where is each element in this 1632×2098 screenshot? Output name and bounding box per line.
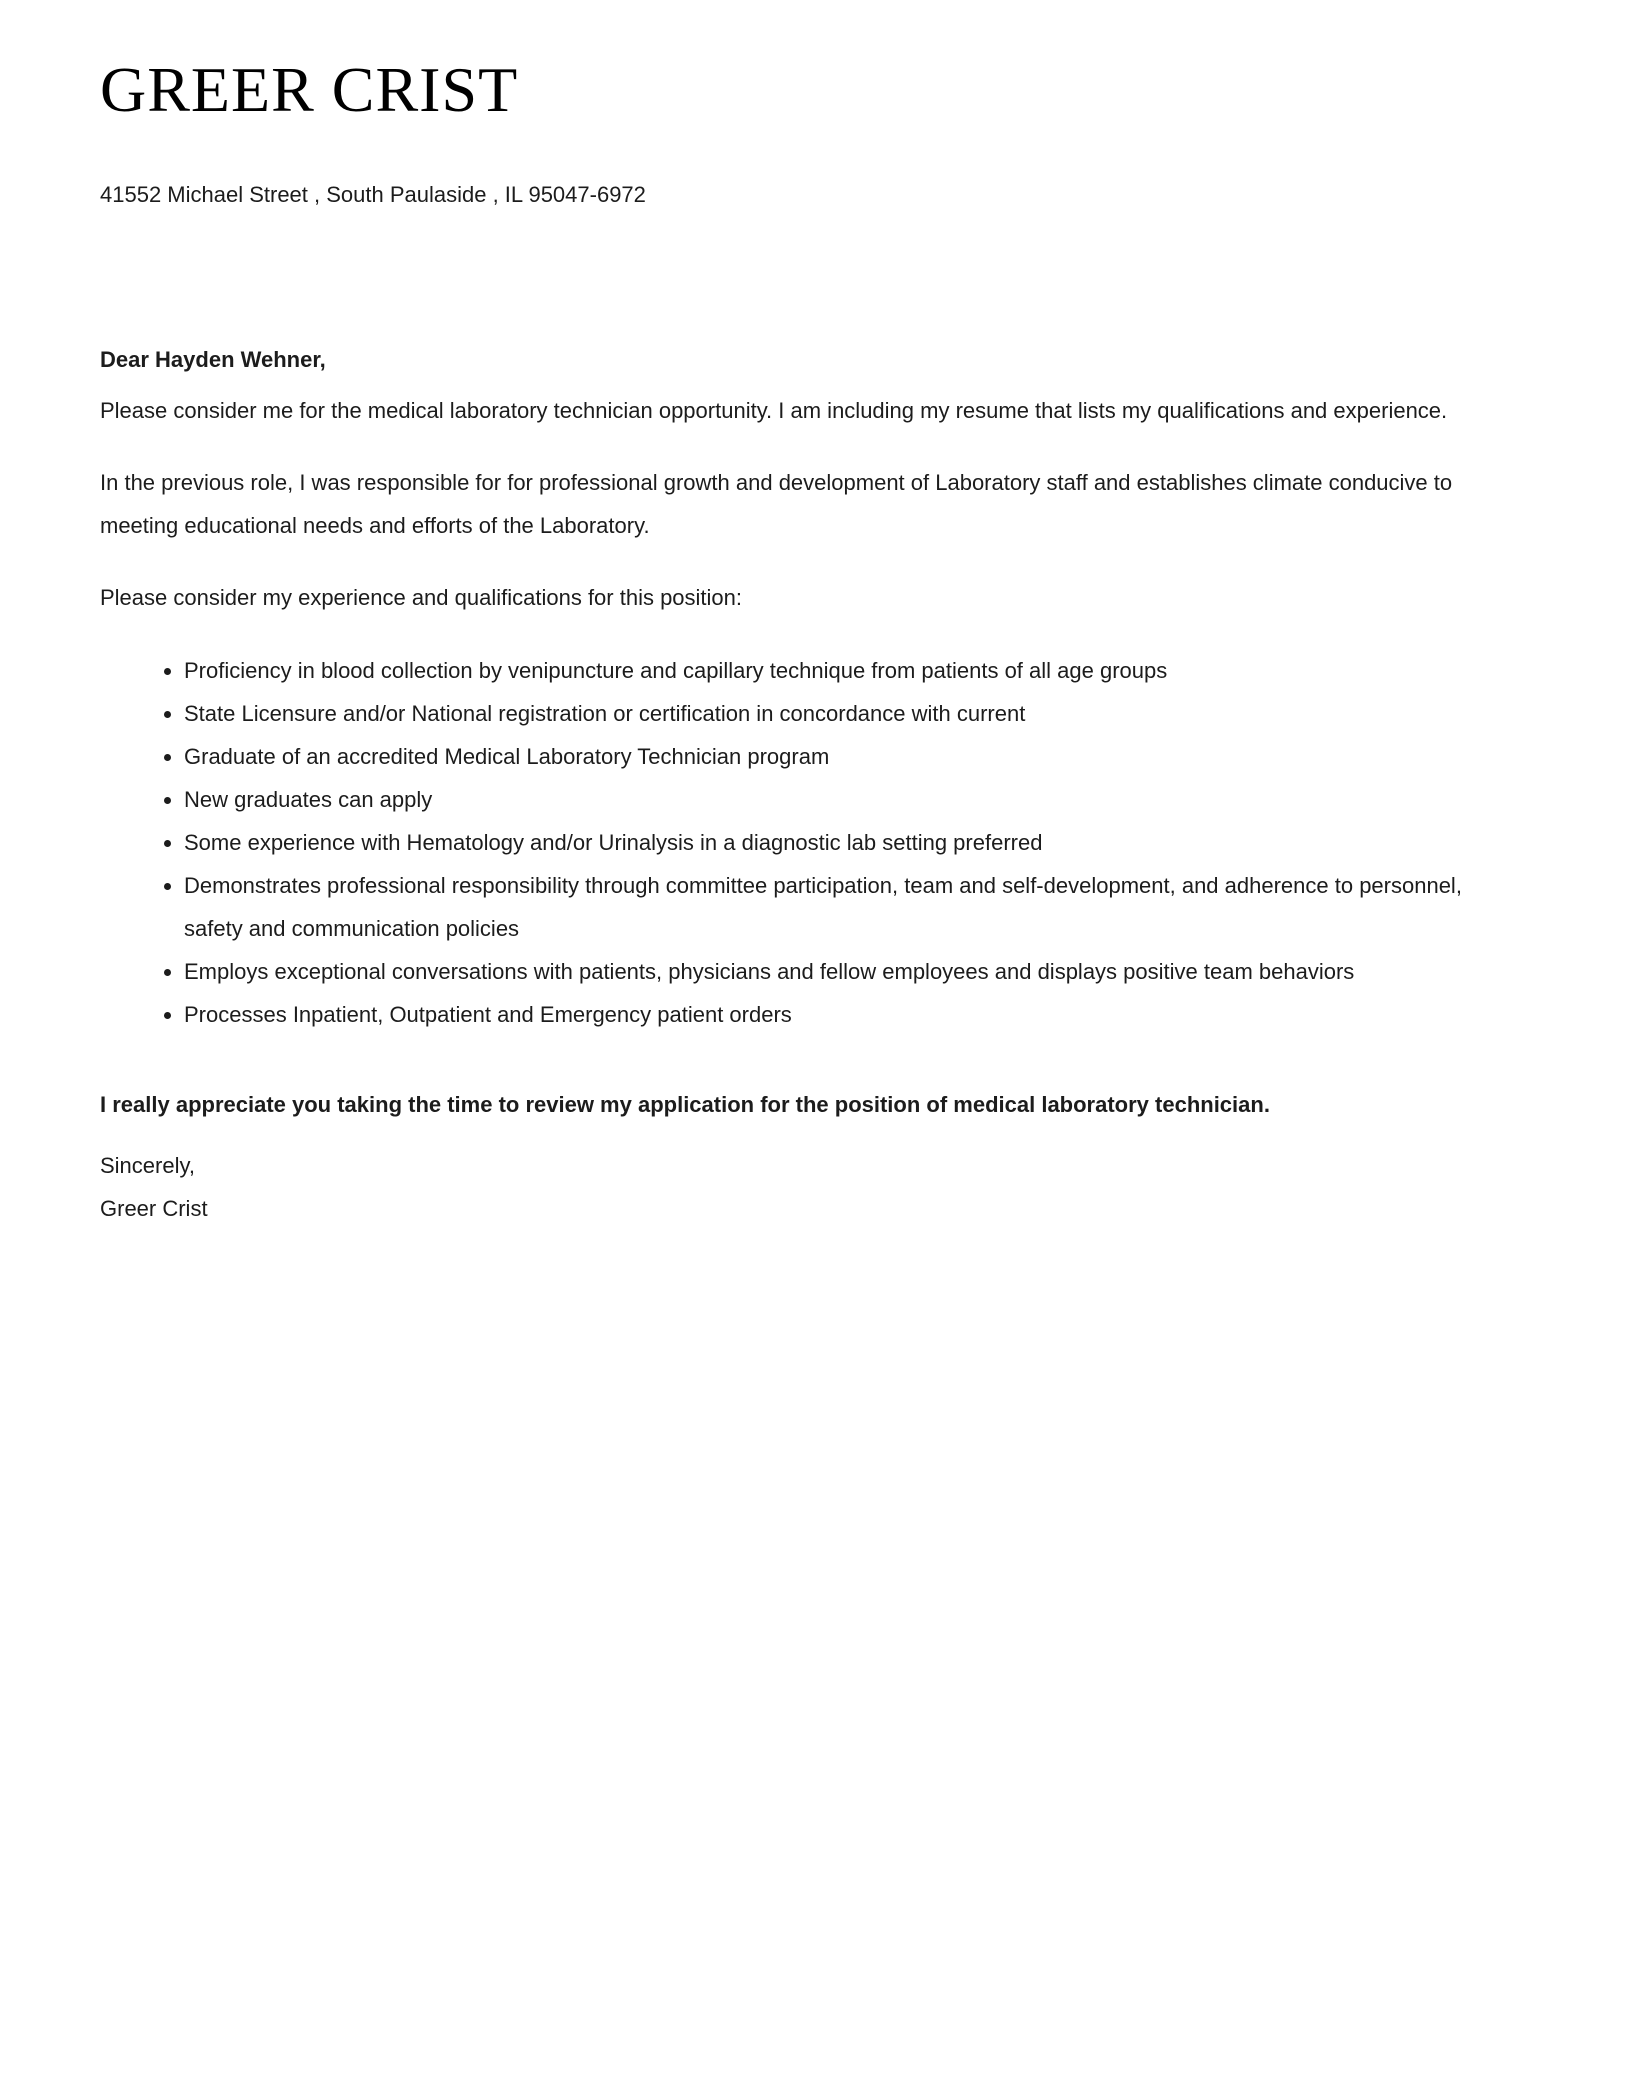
signoff-block [100, 1144, 1492, 1230]
sender-address: 41552 Michael Street , South Paulaside , IL 95047-6972 [100, 181, 646, 207]
signature: Greer Crist [100, 1195, 208, 1221]
letter-header [100, 52, 1492, 216]
qualification-item: • Demonstrates professional responsibility through committee participation, team and self-development, and adherence to personnel, safety and communication policies [184, 864, 1492, 950]
sender-name: GREER CRIST [100, 54, 519, 125]
closing-paragraph: I really appreciate you taking the time to review my application for the position of medical laboratory technician. [100, 1091, 1270, 1117]
paragraph-qualifications-lead: Please consider my experience and qualifications for this position: [100, 584, 743, 610]
qualification-item: • Employs exceptional conversations with patients, physicians and fellow employees and displays positive team behaviors [184, 950, 1492, 993]
qualification-item: • Processes Inpatient, Outpatient and Emergency patient orders [184, 993, 1492, 1036]
qualification-item: • State Licensure and/or National registration or certification in concordance with current [184, 692, 1492, 735]
signoff: Sincerely, [100, 1152, 195, 1178]
letter-body [100, 338, 1492, 1230]
salutation: Dear Hayden Wehner, [100, 346, 326, 372]
qualification-item: • Some experience with Hematology and/or Urinalysis in a diagnostic lab setting preferred [184, 821, 1492, 864]
paragraph-previous-role: In the previous role, I was responsible for for professional growth and development of Laboratory staff and establishes climate conducive to meeting educational needs and efforts of the Laboratory. [100, 469, 1453, 538]
paragraph-intro: Please consider me for the medical laboratory technician opportunity. I am including my resume that lists my qualifications and experience. [100, 397, 1448, 423]
qualification-item: • Proficiency in blood collection by venipuncture and capillary technique from patients of all age groups [184, 649, 1492, 692]
qualification-item: • New graduates can apply [184, 778, 1492, 821]
qualification-item: • Graduate of an accredited Medical Laboratory Technician program [184, 735, 1492, 778]
qualifications-list [100, 649, 1492, 1036]
